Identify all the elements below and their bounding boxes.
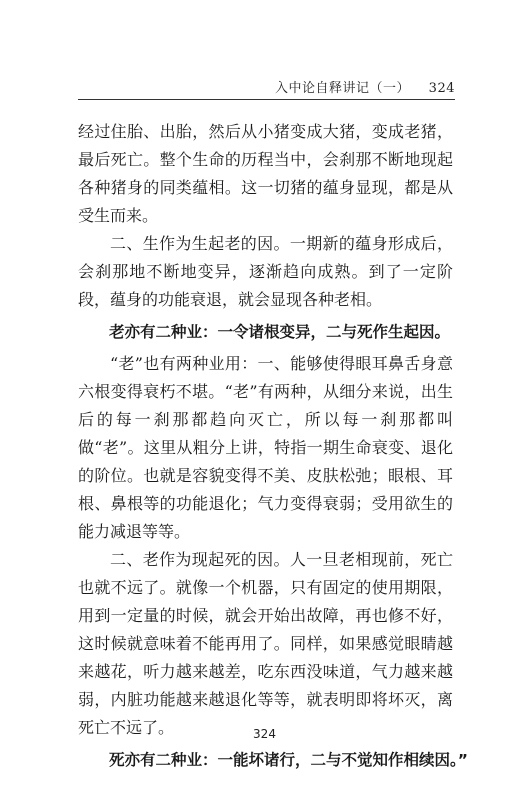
paragraph-1: 经过住胎、出胎，然后从小猪变成大猪，变成老猪，最后死亡。整个生命的历程当中，会刹那不断地现起各种猪身的同类蕴相。这一切猪的蕴身显现，都是从受生而来。 xyxy=(78,122,453,225)
paragraph-4: 二、老作为现起死的因。人一旦老相现前，死亡也就不远了。就像一个机器，只有固定的使用期限，用到一定量的时候，就会开始出故障，再也修不好，这时候就意味着不能再用了。同样，如果感觉眼睛越来越花，听力越来越差，吃东西没味道，气力越来越弱，内脏功能越来越退化等等，就表明即将坏灭，离死亡不远了。 xyxy=(78,550,453,737)
page-body xyxy=(78,118,468,778)
root-verse-2: 死亦有二种业：一能坏诸行，二与不觉知作相续因。” xyxy=(109,751,468,769)
paragraph-2: 二、生作为生起老的因。一期新的蕴身形成后，会刹那地不断地变异，逐渐趋向成熟。到了一定阶段，蕴身的功能衰退，就会显现各种老相。 xyxy=(78,234,453,309)
root-verse-1: 老亦有二种业：一令诸根变异，二与死作生起因。 xyxy=(109,323,451,341)
header-rule xyxy=(78,99,455,100)
header-title: 入中论自释讲记（一） xyxy=(275,81,411,96)
running-header xyxy=(275,77,455,96)
footer-page-number: 324 xyxy=(253,727,276,741)
paragraph-3: “老”也有两种业用：一、能够使得眼耳鼻舌身意六根变得衰朽不堪。“老”有两种，从细分来说，出生后的每一刹那都趋向灭亡，所以每一刹那都叫做“老”。这里从粗分上讲，特指一期生命衰变、退化的阶位。也就是容貌变得不美、皮肤松弛；眼根、耳根、鼻根等的功能退化；气力变得衰弱；受用欲生的能力减退等等。 xyxy=(78,354,453,541)
header-page-number: 324 xyxy=(428,81,455,96)
